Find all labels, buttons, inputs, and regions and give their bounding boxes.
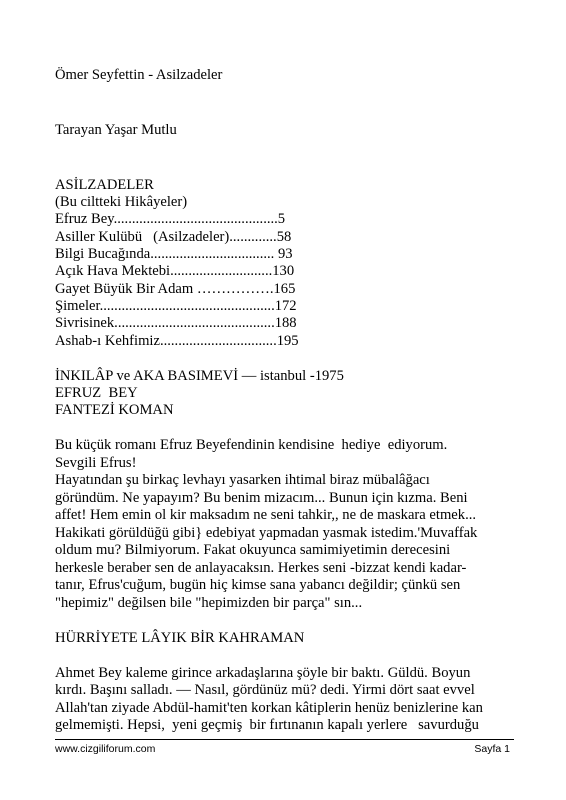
- document-page: [55, 0, 525, 800]
- footer-page-number: Sayfa 1: [474, 743, 510, 755]
- dedication-line: oldum mu? Bilmiyorum. Fakat okuyunca samimiyetimin derecesini: [55, 542, 451, 558]
- toc-subheading: (Bu ciltteki Hikâyeler): [55, 194, 188, 210]
- author-title: Ömer Seyfettin - Asilzadeler: [55, 67, 223, 83]
- dedication-line: Hayatından şu birkaç levhayı yasarken ihtimal biraz mübalâğacı: [55, 472, 430, 488]
- toc-entry: Efruz Bey.............................................5: [55, 211, 286, 227]
- dedication-line: Hakikati görüldüğü gibi} edebiyat yapmadan yasmak istedim.'Muvaffak: [55, 525, 478, 541]
- chapter-paragraph-line: Allah'tan ziyade Abdül-hamit'ten korkan kâtiplerin henüz benizlerine kan: [55, 700, 483, 716]
- publisher-line: İNKILÂP ve AKA BASIMEVİ — istanbul -1975: [55, 368, 344, 384]
- story-genre: FANTEZİ KOMAN: [55, 402, 174, 418]
- chapter-paragraph-line: kırdı. Başını salladı. — Nasıl, gördünüz mü? dedi. Yirmi dört saat evvel: [55, 682, 475, 698]
- toc-entry: Şimeler................................................172: [55, 298, 297, 314]
- dedication-line: "hepimiz" değilsen bile "hepimizden bir parça" sın...: [55, 595, 363, 611]
- footer-website: www.cizgiliforum.com: [55, 743, 156, 755]
- story-title: EFRUZ BEY: [55, 385, 138, 401]
- toc-entry: Ashab-ı Kehfimiz................................195: [55, 333, 299, 349]
- chapter-paragraph-line: Ahmet Bey kaleme girince arkadaşlarına şöyle bir baktı. Güldü. Boyun: [55, 665, 471, 681]
- footer-divider: [55, 739, 514, 740]
- toc-entry: Bilgi Bucağında.................................. 93: [55, 246, 293, 262]
- scanner-credit: Tarayan Yaşar Mutlu: [55, 122, 177, 138]
- toc-entry: Asiller Kulübü (Asilzadeler).............58: [55, 229, 292, 245]
- chapter-paragraph-line: gelmemişti. Hepsi, yeni geçmiş bir fırtınanın kapalı yerlere savurduğu: [55, 717, 479, 733]
- toc-entry: Sivrisinek............................................188: [55, 315, 297, 331]
- toc-heading: ASİLZADELER: [55, 177, 154, 193]
- dedication-line: herkesle beraber sen de anlayacaksın. Herkes seni -bizzat kendi kadar-: [55, 560, 467, 576]
- dedication-line: Bu küçük romanı Efruz Beyefendinin kendisine hediye ediyorum.: [55, 437, 448, 453]
- dedication-line: tanır, Efrus'cuğum, bugün hiç kimse sana yabancı değildir; çünkü sen: [55, 577, 461, 593]
- dedication-line: affet! Hem emin ol kir maksadım ne seni tahkir,, ne de maskara etmek...: [55, 507, 477, 523]
- toc-entry: Gayet Büyük Bir Adam …………….165: [55, 281, 296, 297]
- chapter-title: HÜRRİYETE LÂYIK BİR KAHRAMAN: [55, 630, 305, 646]
- dedication-line: göründüm. Ne yapayım? Bu benim mizacım... Bunun için kızma. Beni: [55, 490, 468, 506]
- dedication-line: Sevgili Efrus!: [55, 455, 137, 471]
- toc-entry: Açık Hava Mektebi............................130: [55, 263, 295, 279]
